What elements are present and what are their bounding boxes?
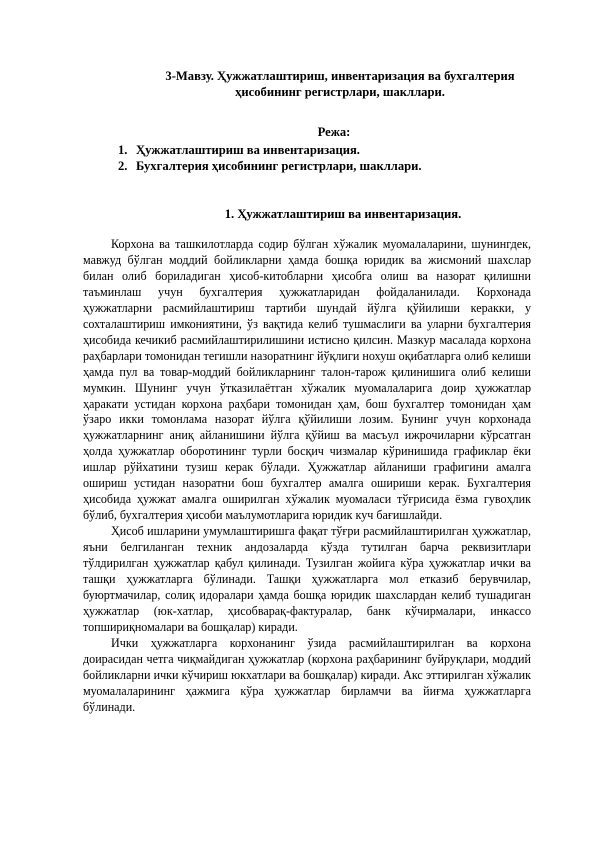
plan-item-number: 2. (118, 159, 128, 173)
paragraph: Ҳисоб ишларини умумлаштиришга фақат тўғри расмийлаштирилган ҳужжатлар, яъни белгиланган техник андозаларда кўзда тутилган барча реквизитлари тўлдирилган ҳужжатлар қабул қилинади. Тузилган жойига кўра ҳужжатлар ички ва ташқи ҳужжатларга бўлинади. Ташқи ҳужжатларга мол етказиб берувчилар, буюртмачилар, солиқ идоралари ҳамда бошқа юридик шахслардан келиб тушадиган ҳужжатлар (юк-хатлар, ҳисобварақ-фактуралар, банк кўчирмалари, инкассо топшириқномалари ва бошқалар) киради. (83, 524, 531, 634)
plan-item (118, 158, 422, 174)
title-line-2: ҳисобининг регистрлари, шакллари. (235, 85, 445, 99)
paragraph: Ички ҳужжатларга корхонанинг ўзида расмийлаштирилган ва корхона доирасидан четга чиқмайдиган ҳужжатлар (корхона раҳбарининг буйруқлари, моддий бойликларни ички кўчириш юкхатлари ва бошқалар) киради. Акс эттирилган хўжалик муомалаларининг ҳажмига кўра ҳужжатлар бирламчи ва йиғма ҳужжатларга бўлинади. (83, 635, 531, 714)
plan-item-text: Ҳужжатлаштириш ва инвентаризация. (136, 143, 360, 157)
title-line-1: 3-Мавзу. Ҳужжатлаштириш, инвентаризация ва бухгалтерия (165, 69, 515, 83)
paragraph: Корхона ва ташкилотларда содир бўлган хўжалик муомалаларини, шунингдек, мавжуд бўлган моддий бойликларни ҳамда бошқа юридик ва жисмоний шахслар билан олиб бориладиган ҳисоб-китобларни ҳисобга олиш ва назорат қилишни таъминлаш учун бухгалтерия ҳужжатларидан фойдаланилади. Корхонада ҳужжатларни расмийлаштириш тартиби шундай йўлга қўйилиши керакки, у сохталаштириш имкониятини, ўз вақтида келиб тушмаслиги ва уларни бухгалтерия ҳисобида кечикиб расмийлаштирилишини истисно қилсин. Мазкур масалада корхона раҳбарлари томонидан тегишли назоратнинг йўқлиги нохуш оқибатларга олиб келиши ҳамда пул ва товар-моддий бойликларнинг талон-тарож қилинишига олиб келиши мумкин. Шунинг учун ўтказилаётган хўжалик муомалаларига доир ҳужжатлар ҳаракати устидан корхона раҳбари томонидан ҳам, бош бухгалтер томонидан ҳам ўзаро икки томонлама назорат йўлга қўйилиши лозим. Бунинг учун корхонада ҳужжатларнинг аниқ айланишини йўлга қўйиш ва масъул ижрочиларни кўрсатган ҳолда ҳужжатлар оборотининг турли босқич чизмалар кўринишида графиклар ёки ишлар рўйхатини тузиш керак бўлади. Ҳужжатлар айланиши графигини амалга ошириш устидан назоратни бош бухгалтер амалга ошириши керак. Бухгалтерия ҳисобида ҳужжат амалга оширилган хўжалик муомаласи тўғрисида ёзма гувоҳлик бўлиб, бухгалтерия ҳисоби маълумотларига юридик куч бағишлайди. (83, 237, 531, 523)
body-text (83, 237, 531, 716)
plan-item-text: Бухгалтерия ҳисобининг регистрлари, шакллари. (136, 159, 422, 173)
plan-item-number: 1. (118, 143, 128, 157)
plan-item (118, 142, 422, 158)
section-heading: 1. Ҳужжатлаштириш ва инвентаризация. (224, 207, 462, 221)
page-title (100, 68, 580, 100)
plan-list (118, 142, 422, 174)
plan-heading: Режа: (317, 125, 351, 139)
